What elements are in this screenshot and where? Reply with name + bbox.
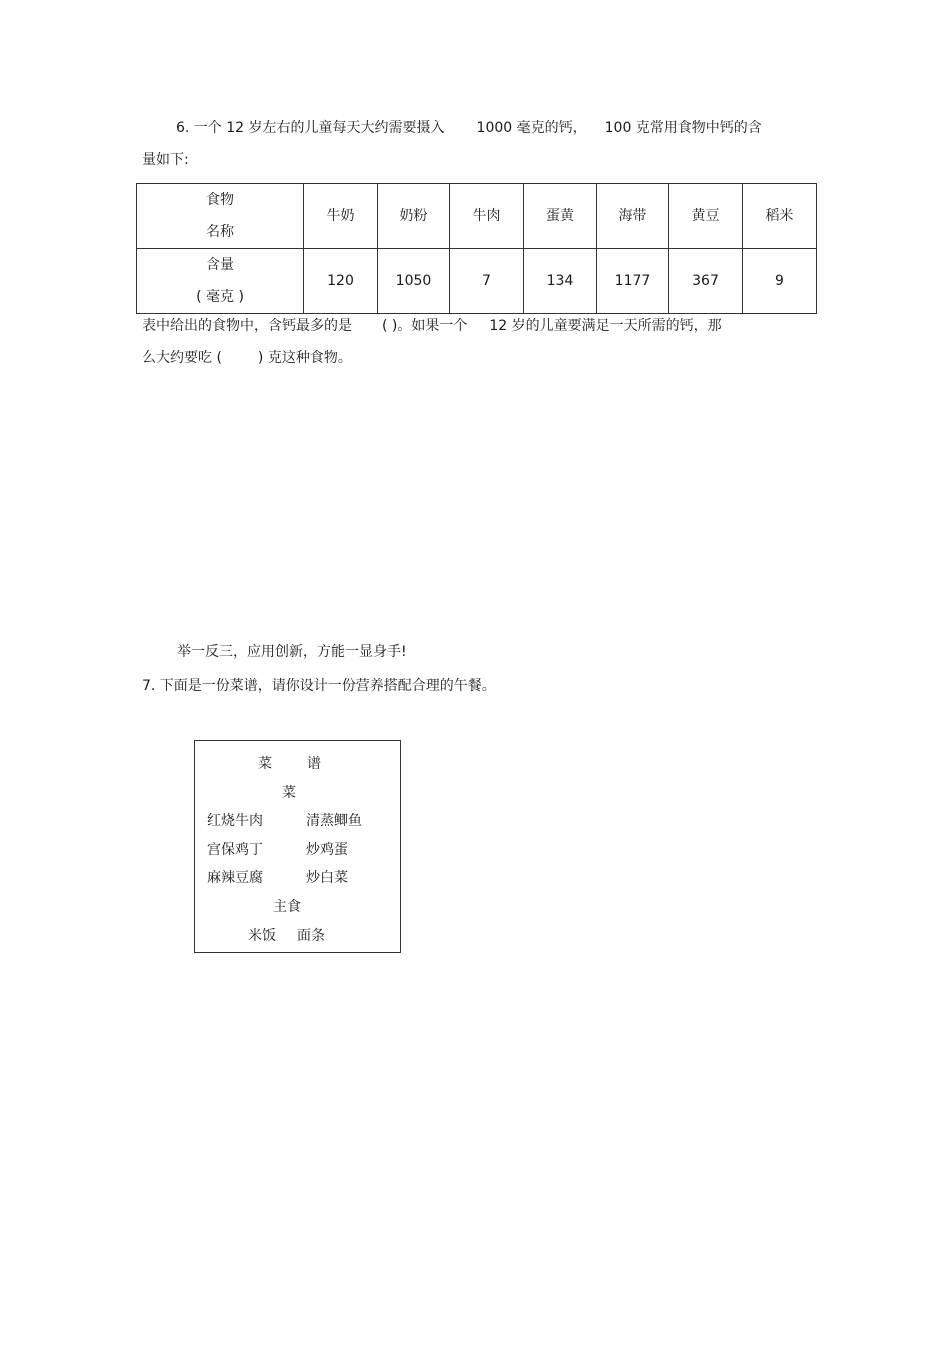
table-row-food-names — [137, 184, 817, 249]
question-6-line-2: 量如下: — [142, 152, 189, 168]
staple-item: 米饭 — [248, 928, 276, 944]
row-label-line-2: ( 毫克 ) — [196, 289, 244, 305]
value-cell: 7 — [450, 249, 524, 314]
dish-right: 炒鸡蛋 — [306, 842, 348, 858]
question-6-after-text-c: 12 岁的儿童要满足一天所需的钙，那 — [489, 318, 722, 334]
menu-title-char-2: 谱 — [307, 756, 321, 772]
menu-title-char-1: 菜 — [258, 756, 272, 772]
table-row-calcium-values — [137, 249, 817, 314]
answer-blank-1: ( ) — [382, 318, 398, 334]
food-cell: 稻米 — [743, 184, 817, 249]
food-cell: 牛奶 — [304, 184, 378, 249]
section-motto: 举一反三，应用创新，方能一显身手! — [177, 644, 407, 660]
food-cell: 奶粉 — [378, 184, 450, 249]
question-6-after-text-e: ) 克这种食物。 — [257, 350, 352, 366]
food-cell: 海带 — [597, 184, 669, 249]
dish-left: 麻辣豆腐 — [207, 870, 263, 886]
food-cell: 黄豆 — [669, 184, 743, 249]
staple-item: 面条 — [297, 928, 325, 944]
staple-heading: 主食 — [273, 899, 301, 915]
dish-right: 炒白菜 — [306, 870, 348, 886]
question-6-line-1 — [176, 118, 762, 138]
dish-right: 清蒸鲫鱼 — [306, 813, 362, 829]
question-6-text-a: 6. 一个 12 岁左右的儿童每天大约需要摄入 — [176, 120, 445, 136]
question-6-after-text-a: 表中给出的食物中，含钙最多的是 — [142, 318, 352, 334]
header-label-line-1: 食物 — [206, 192, 234, 208]
menu-box — [194, 740, 401, 953]
value-cell: 367 — [669, 249, 743, 314]
row-label-line-1: 含量 — [206, 257, 234, 273]
question-6-text-b: 1000 毫克的钙， — [476, 120, 587, 136]
value-cell: 9 — [743, 249, 817, 314]
question-6-after-text-b: 。如果一个 — [397, 318, 468, 334]
calcium-table — [136, 183, 817, 314]
dish-left: 红烧牛肉 — [207, 813, 263, 829]
question-6-text-c: 100 克常用食物中钙的含 — [604, 120, 762, 136]
question-7-text: 7. 下面是一份菜谱，请你设计一份营养搭配合理的午餐。 — [142, 678, 496, 694]
value-cell: 120 — [304, 249, 378, 314]
question-6-after-line-2 — [142, 348, 352, 368]
value-cell: 134 — [524, 249, 597, 314]
header-food-name-cell — [137, 184, 304, 249]
value-cell: 1177 — [597, 249, 669, 314]
row-label-cell — [137, 249, 304, 314]
dish-left: 宫保鸡丁 — [207, 842, 263, 858]
question-6-after-line-1 — [142, 316, 722, 336]
food-cell: 蛋黄 — [524, 184, 597, 249]
food-cell: 牛肉 — [450, 184, 524, 249]
dishes-heading: 菜 — [282, 785, 296, 801]
header-label-line-2: 名称 — [206, 224, 234, 240]
question-6-after-text-d: 么大约要吃 ( — [142, 350, 222, 366]
value-cell: 1050 — [378, 249, 450, 314]
